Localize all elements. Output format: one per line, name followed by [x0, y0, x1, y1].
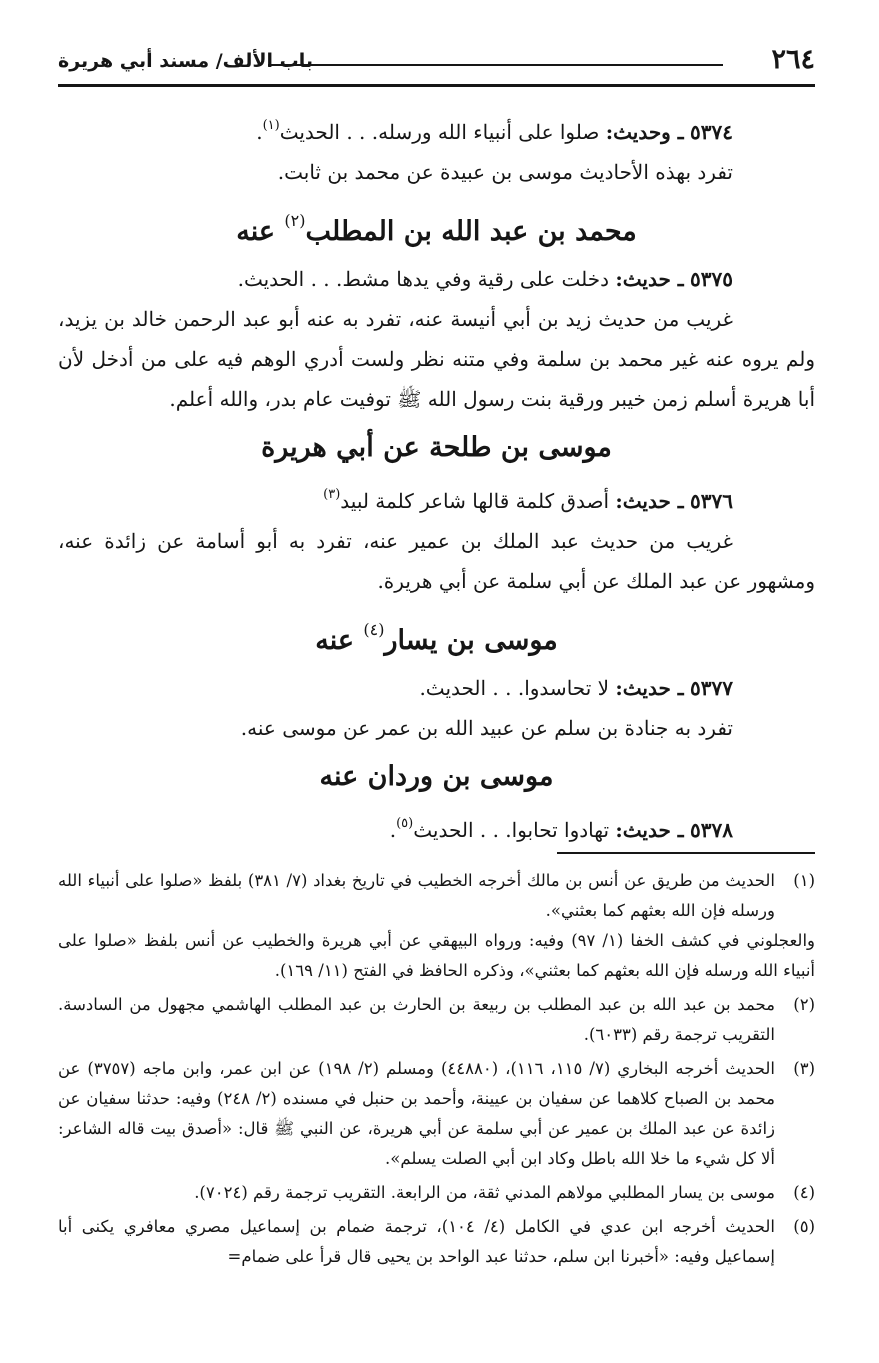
- heading-text: موسى بن طلحة عن أبي هريرة: [261, 432, 612, 463]
- hadith-entry: [58, 804, 815, 850]
- footnote-text: الحديث أخرجه البخاري (٧/ ١١٥، ١١٦)، (٤٤٨٨٠) ومسلم (٢/ ١٩٨) عن ابن عمر، وابن ماجه (٣٧٥٧) عن محمد بن الصباح كلاهما عن سفيان بن عيينة، وأحمد بن حنبل في مسنده (٢/ ٢٤٨) وفيه: حدثنا سفيان عن زائدة عن عبد الملك بن عمير عن أبي سلمة عن أبي هريرة، عن النبي ﷺ قال: «أصدق بيت قاله الشاعر: ألا كل شيء ما خلا الله باطل وكاد ابن أبي الصلت يسلم».: [58, 1059, 775, 1168]
- main-text: [58, 106, 815, 850]
- hadith-number: ٥٣٧٥: [690, 267, 733, 291]
- commentary: تفرد به جنادة بن سلم عن عبيد الله بن عمر عن موسى عنه.: [240, 716, 733, 740]
- heading-text: موسى بن يسار: [384, 625, 558, 656]
- footnote-text: الحديث أخرجه ابن عدي في الكامل (٤/ ١٠٤)، ترجمة ضمام بن إسماعيل مصري معافري يكنى أبا إسماعيل وفيه: «أخبرنا ابن سلم، حدثنا عبد الواحد بن يحيى قال قرأ على ضمام=: [58, 1217, 775, 1266]
- footnote-text: الحديث من طريق عن أنس بن مالك أخرجه الخطيب في تاريخ بغداد (٧/ ٣٨١) بلفظ «صلوا على أنبياء الله ورسله فإن الله بعثهم كما بعثني».: [58, 871, 775, 920]
- footnote: [58, 990, 815, 1050]
- section-heading: [58, 754, 815, 800]
- section-heading: [58, 425, 815, 471]
- footnote-ref: (٤): [363, 620, 385, 639]
- hadith-keyword: ـ حديث:: [615, 267, 684, 291]
- hadith-keyword: ـ حديث:: [615, 489, 684, 513]
- hadith-entry: [58, 106, 815, 152]
- heading-text: محمد بن عبد الله بن المطلب: [305, 216, 637, 247]
- header-dash-rule: [268, 64, 723, 66]
- hadith-number: ٥٣٧٦: [690, 489, 733, 513]
- footnote-ref: (١): [262, 118, 280, 133]
- commentary: تفرد بهذه الأحاديث موسى بن عبيدة عن محمد بن ثابت.: [277, 160, 733, 184]
- commentary: غريب من حديث عبد الملك بن عمير عنه، تفرد به أبو أسامة عن زائدة عنه، ومشهور عن عبد الملك عن أبي سلمة عن أبي هريرة.: [58, 529, 815, 593]
- footnote: [58, 1212, 815, 1272]
- hadith-number: ٥٣٧٧: [690, 676, 733, 700]
- footnote-ref: (٥): [396, 816, 414, 831]
- footnote-text: موسى بن يسار المطلبي مولاهم المدني ثقة، من الرابعة. التقريب ترجمة رقم (٧٠٢٤).: [194, 1183, 775, 1202]
- hadith-keyword: ـ وحديث:: [605, 120, 684, 144]
- hadith-text: صلوا على أنبياء الله ورسله. . . الحديث: [279, 120, 600, 144]
- footnote-separator: [557, 852, 815, 854]
- footnotes: [58, 866, 815, 1276]
- heading-suffix: عنه: [315, 625, 354, 656]
- footnote: [58, 1178, 815, 1208]
- footnote-number: (١): [793, 871, 815, 890]
- heading-suffix: عنه: [236, 216, 275, 247]
- footnote-text: محمد بن عبد الله بن عبد المطلب بن ربيعة بن الحارث بن عبد المطلب الهاشمي مجهول من السادسة. التقريب ترجمة رقم (٦٠٣٣).: [58, 995, 775, 1044]
- section-heading: [58, 198, 815, 255]
- footnote: [58, 866, 815, 986]
- hadith-entry: [58, 475, 815, 521]
- hadith-tail: .: [389, 818, 397, 842]
- hadith-entry: [58, 259, 815, 299]
- footnote-number: (٢): [793, 995, 815, 1014]
- heading-text: موسى بن وردان عنه: [319, 761, 554, 792]
- section-heading: [58, 607, 815, 664]
- commentary: غريب من حديث زيد بن أبي أنيسة عنه، تفرد به عنه أبو عبد الرحمن خالد بن يزيد، ولم يروه عنه غير محمد بن سلمة وفي متنه نظر ولست أدري الوهم فيه على من أدخل لأن أبا هريرة أسلم زمن خيبر ورقية بنت رسول الله ﷺ توفيت عام بدر، والله أعلم.: [58, 307, 815, 411]
- hadith-text: تهادوا تحابوا. . . الحديث: [413, 818, 610, 842]
- footnote-ref: (٣): [323, 487, 341, 502]
- footnote-number: (٥): [793, 1217, 815, 1236]
- hadith-keyword: ـ حديث:: [615, 676, 684, 700]
- hadith-number: ٥٣٧٨: [690, 818, 733, 842]
- footnote-number: (٣): [793, 1059, 815, 1078]
- hadith-text: لا تحاسدوا. . . الحديث.: [419, 676, 610, 700]
- hadith-keyword: ـ حديث:: [615, 818, 684, 842]
- page-number: ٢٦٤: [771, 44, 815, 75]
- footnote-number: (٤): [793, 1183, 815, 1202]
- hadith-text: دخلت على رقية وفي يدها مشط. . . الحديث.: [237, 267, 610, 291]
- footnote-text: والعجلوني في كشف الخفا (١/ ٩٧) وفيه: ورواه البيهقي عن أبي هريرة والخطيب عن أنس بلفظ «صلوا على أنبياء الله ورسله فإن الله بعثهم كما بعثني»، وذكره الحافظ في الفتح (١١/ ١٦٩).: [58, 931, 815, 980]
- page-header: [58, 42, 815, 82]
- hadith-text: أصدق كلمة قالها شاعر كلمة لبيد: [340, 489, 610, 513]
- header-rule: [58, 84, 815, 87]
- footnote-ref: (٢): [284, 211, 306, 230]
- hadith-tail: .: [256, 120, 263, 144]
- hadith-entry: [58, 668, 815, 708]
- hadith-number: ٥٣٧٤: [690, 120, 733, 144]
- footnote: [58, 1054, 815, 1174]
- running-title: باب الألف/ مسند أبي هريرة: [58, 50, 314, 72]
